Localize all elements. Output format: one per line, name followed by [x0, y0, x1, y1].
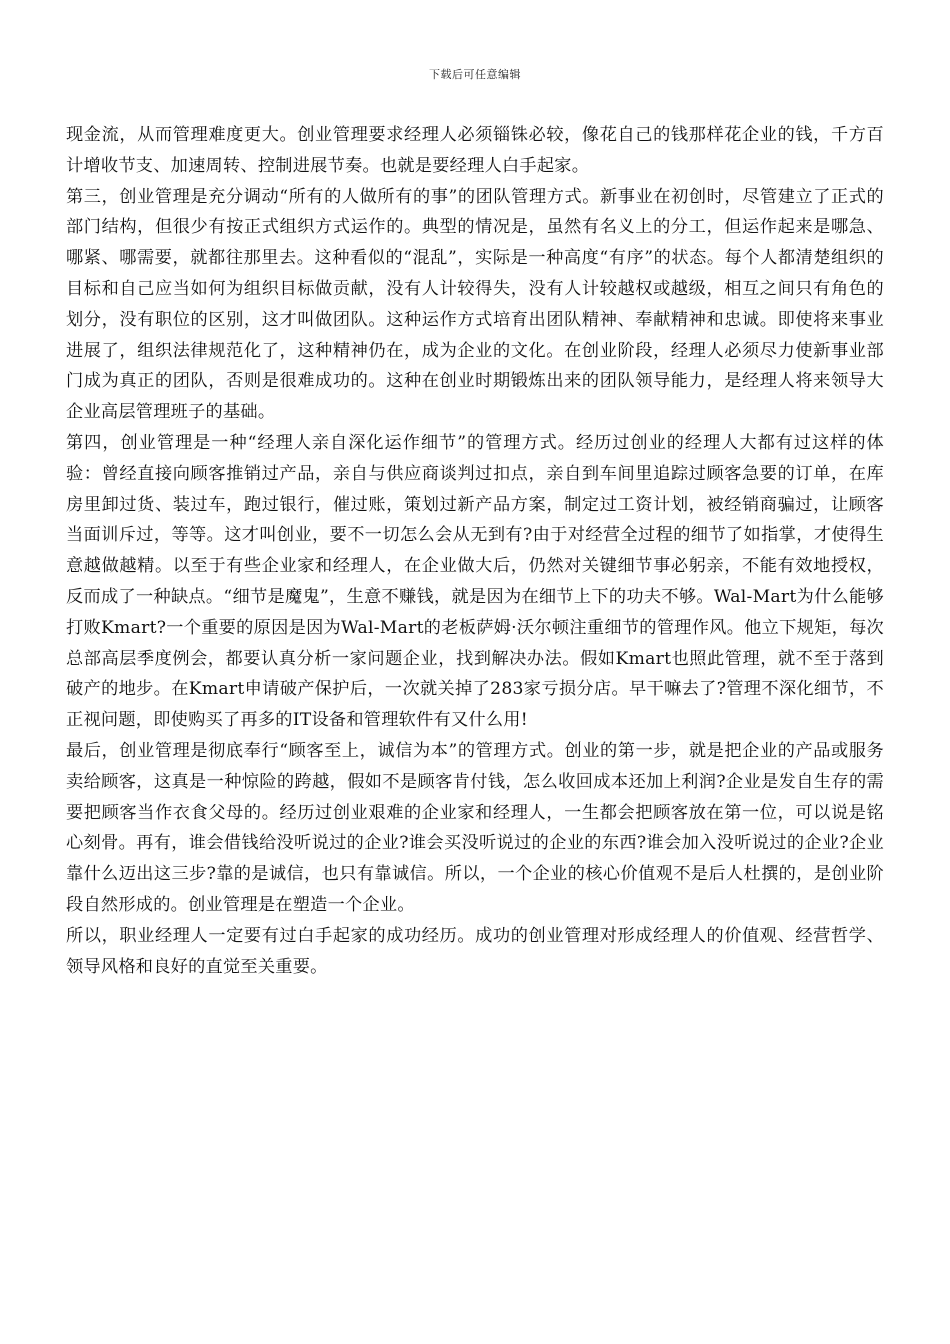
paragraph-third-team-management: 第三，创业管理是充分调动“所有的人做所有的事”的团队管理方式。新事业在初创时，尽管建立了正式的部门结构，但很少有按正式组织方式运作的。典型的情况是，虽然有名义上的分工，但运作起来是哪急、哪紧、哪需要，就都往那里去。这种看似的“混乱”，实际是一种高度“有序”的状态。每个人都清楚组织的目标和自己应当如何为组织目标做贡献，没有人计较得失，没有人计较越权或越级，相互之间只有角色的划分，没有职位的区别，这才叫做团队。这种运作方式培育出团队精神、奉献精神和忠诚。即使将来事业进展了，组织法律规范化了，这种精神仍在，成为企业的文化。在创业阶段，经理人必须尽力使新事业部门成为真正的团队，否则是很难成功的。这种在创业时期锻炼出来的团队领导能力，是经理人将来领导大企业高层管理班子的基础。 — [66, 186, 884, 423]
paragraph-fourth-operation-details: 第四，创业管理是一种“经理人亲自深化运作细节”的管理方式。经历过创业的经理人大都有过这样的体验：曾经直接向顾客推销过产品，亲自与供应商谈判过扣点，亲自到车间里追踪过顾客急要的订单，在库房里卸过货、装过车，跑过银行，催过账，策划过新产品方案，制定过工资计划，被经销商骗过，让顾客当面训斥过，等等。这才叫创业，要不一切怎么会从无到有?由于对经营全过程的细节了如指掌，才使得生意越做越精。以至于有些企业家和经理人，在企业做大后，仍然对关键细节事必躬亲，不能有效地授权，反而成了一种缺点。“细节是魔鬼”，生意不赚钱，就是因为在细节上下的功夫不够。Wal-Mart为什么能够打败Kmart?一个重要的原因是因为Wal-Mart的老板萨姆·沃尔顿注重细节的管理作风。他立下规矩，每次总部高层季度例会，都要认真分析一家问题企业，找到解决办法。假如Kmart也照此管理，就不至于落到破产的地步。在Kmart申请破产保护后，一次就关掉了283家亏损分店。早干嘛去了?管理不深化细节，不正视问题，即使购买了再多的IT设备和管理软件有又什么用! — [66, 432, 884, 731]
document-body — [66, 120, 884, 982]
paragraph-cash-flow: 现金流，从而管理难度更大。创业管理要求经理人必须锱铢必较，像花自己的钱那样花企业的钱，千方百计增收节支、加速周转、控制进展节奏。也就是要经理人白手起家。 — [66, 125, 884, 176]
page-header: 下载后可任意编辑 — [429, 68, 521, 81]
paragraph-last-customer-first: 最后，创业管理是彻底奉行“顾客至上，诚信为本”的管理方式。创业的第一步，就是把企业的产品或服务卖给顾客，这真是一种惊险的跨越，假如不是顾客肯付钱，怎么收回成本还加上利润?企业是发自生存的需要把顾客当作衣食父母的。经历过创业艰难的企业家和经理人，一生都会把顾客放在第一位，可以说是铭心刻骨。再有，谁会借钱给没听说过的企业?谁会买没听说过的企业的东西?谁会加入没听说过的企业?企业靠什么迈出这三步?靠的是诚信，也只有靠诚信。所以，一个企业的核心价值观不是后人杜撰的，是创业阶段自然形成的。创业管理是在塑造一个企业。 — [66, 740, 884, 915]
paragraph-conclusion: 所以，职业经理人一定要有过白手起家的成功经历。成功的创业管理对形成经理人的价值观、经营哲学、领导风格和良好的直觉至关重要。 — [66, 925, 884, 977]
